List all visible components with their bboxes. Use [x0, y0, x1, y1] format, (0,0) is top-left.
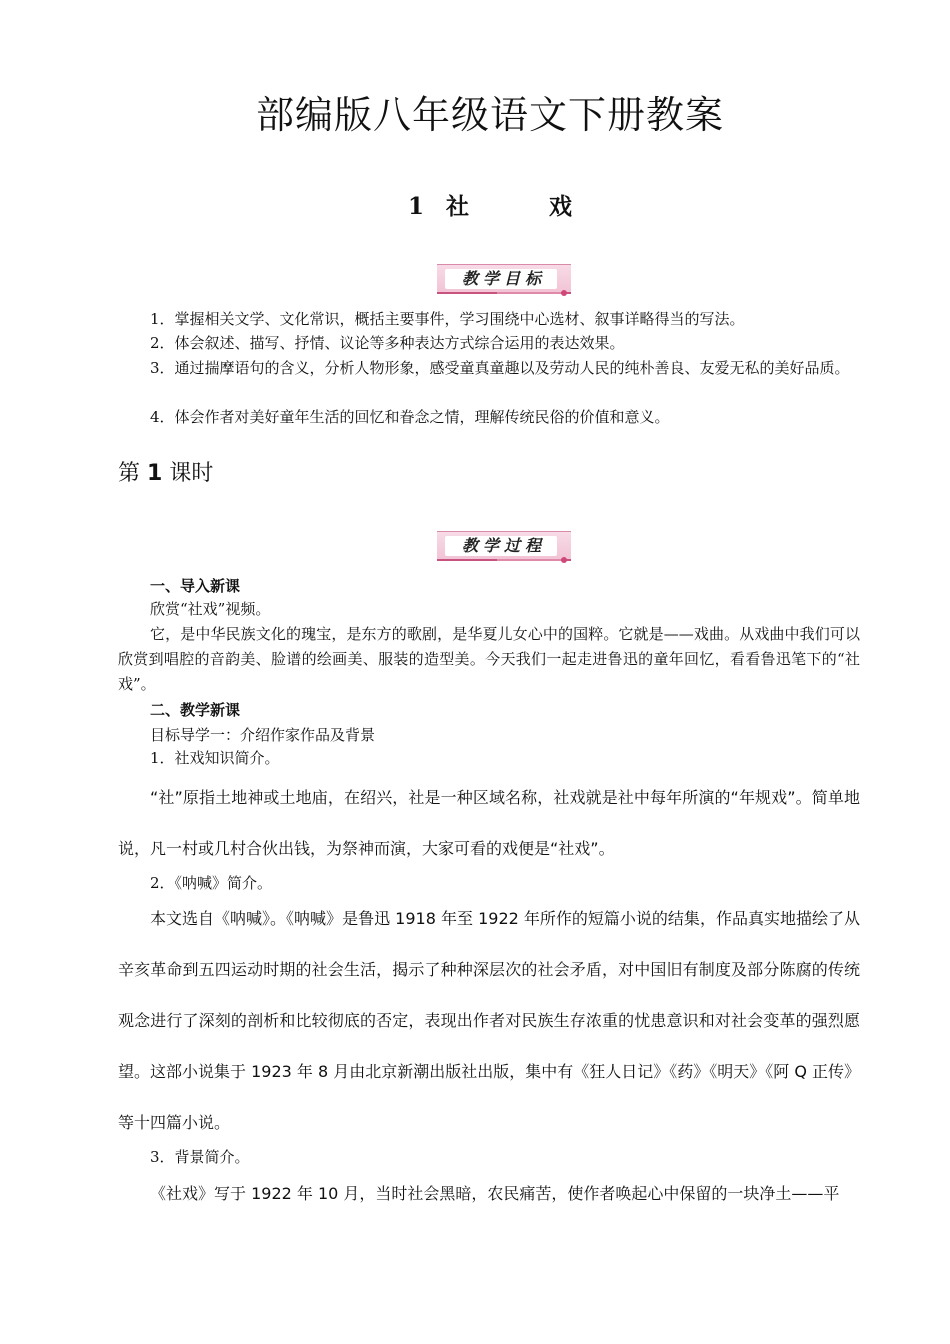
process-badge: [437, 531, 571, 561]
paragraph: 它，是中华民族文化的瑰宝，是东方的歌剧，是华夏儿女心中的国粹。它就是——戏曲。从戏曲中我们可以欣赏到唱腔的音韵美、脸谱的绘画美、服装的造型美。今天我们一起走进鲁迅的童年回忆，看看鲁迅笔下的“社戏”。: [118, 625, 860, 693]
badge-dot-icon: [561, 290, 567, 296]
paragraph: 欣赏“社戏”视频。: [150, 600, 271, 618]
item-title: 2．《呐喊》简介。: [150, 874, 273, 892]
period-number: 1: [147, 461, 163, 486]
lesson-name: 社 戏: [445, 193, 573, 220]
page-title: 部编版八年级语文下册教案: [255, 93, 724, 137]
objectives-badge-label: 教学目标: [461, 269, 546, 288]
period-suffix: 课时: [169, 461, 214, 486]
paragraph: 《社戏》写于 1922 年 10 月，当时社会黑暗，农民痛苦，使作者唤起心中保留的一块净土——平: [150, 1184, 840, 1203]
objective-item: 2．体会叙述、描写、抒情、议论等多种表达方式综合运用的表达效果。: [150, 334, 625, 352]
section-heading: 二、教学新课: [150, 701, 241, 719]
badge-dot-icon: [561, 557, 567, 563]
objective-item: 1．掌握相关文学、文化常识，概括主要事件，学习围绕中心选材、叙事详略得当的写法。: [150, 310, 745, 328]
goal-heading: 目标导学一：介绍作家作品及背景: [150, 726, 376, 744]
paragraph: 本文选自《呐喊》。《呐喊》是鲁迅 1918 年至 1922 年所作的短篇小说的结集，作品真实地描绘了从辛亥革命到五四运动时期的社会生活，揭示了种种深层次的社会矛盾，对中国旧有制度及部分陈腐的传统观念进行了深刻的剖析和比较彻底的否定，表现出作者对民族生存浓重的忧患意识和对社会变革的强烈愿望。这部小说集于 1923 年 8 月由北京新潮出版社出版，集中有《狂人日记》《药》《明天》《阿 Q 正传》等十四篇小说。: [118, 909, 861, 1132]
section-heading: 一、导入新课: [150, 577, 241, 595]
item-title: 1．社戏知识简介。: [150, 749, 280, 767]
paragraph: “社”原指土地神或土地庙，在绍兴，社是一种区域名称，社戏就是社中每年所演的“年规戏”。简单地说，凡一村或几村合伙出钱，为祭神而演，大家可看的戏便是“社戏”。: [118, 788, 860, 858]
period-title: [118, 456, 213, 487]
objective-item: 4．体会作者对美好童年生活的回忆和眷念之情，理解传统民俗的价值和意义。: [150, 408, 670, 426]
objectives-badge: [437, 264, 571, 294]
item-title: 3．背景简介。: [150, 1148, 250, 1166]
process-badge-label: 教学过程: [461, 536, 546, 555]
objective-item: 3．通过揣摩语句的含义，分析人物形象，感受童真童趣以及劳动人民的纯朴善良、友爱无私的美好品质。: [150, 359, 850, 377]
lesson-title: [0, 188, 950, 221]
period-prefix: 第: [118, 461, 141, 486]
lesson-number: 1: [407, 193, 424, 220]
